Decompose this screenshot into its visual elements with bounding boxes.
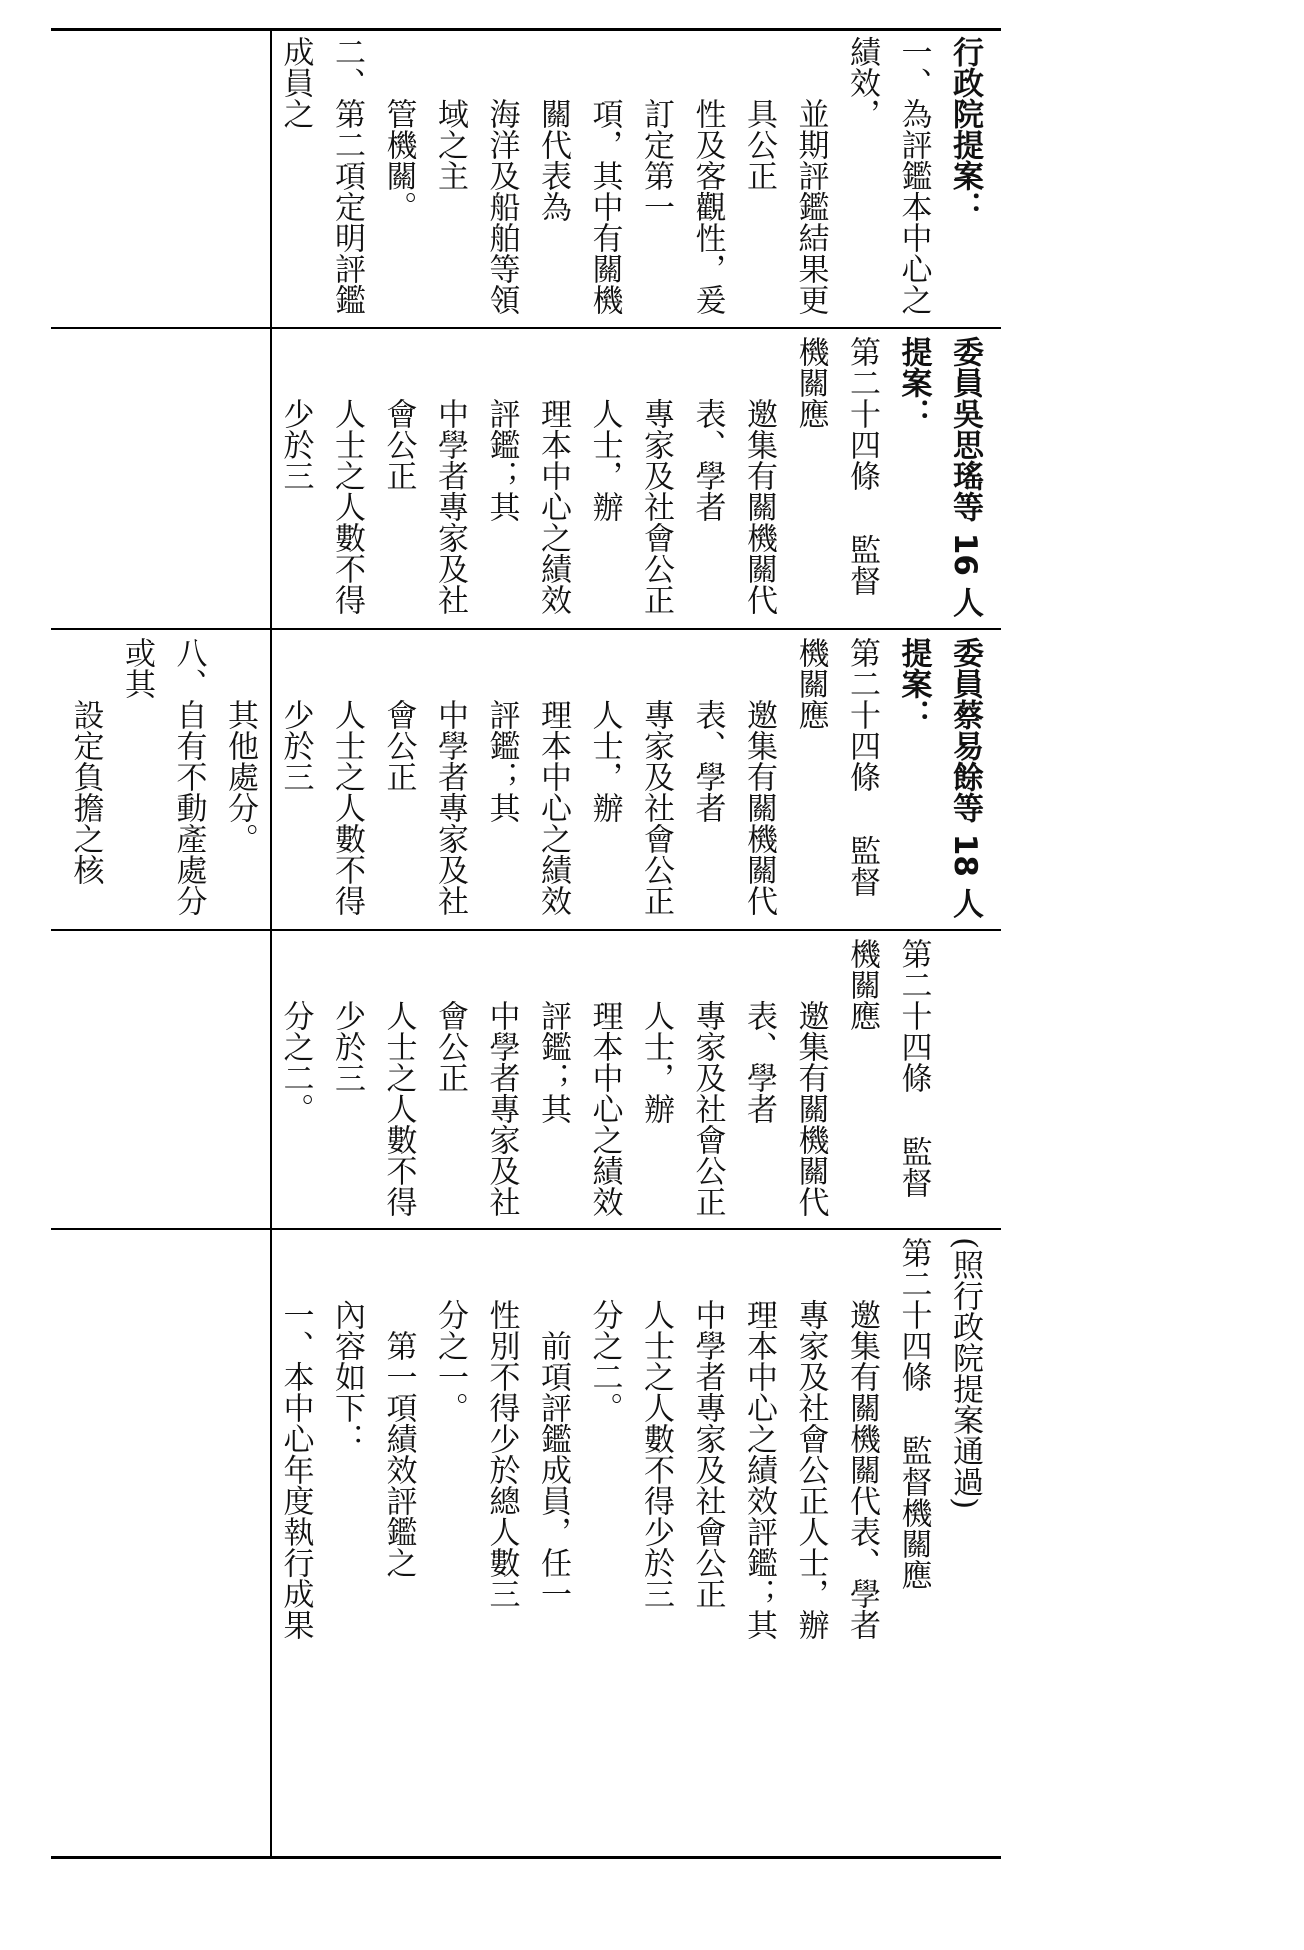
article-first: 監督機關應 [792,336,880,597]
row4-line-6: 分之二。 [277,1000,314,1124]
row3-line-1: 邀集有關機關代表、學者 [689,699,777,916]
row4-line-1: 邀集有關機關代表、學者 [741,1000,829,1217]
row5-line-4: 中學者專家及社會公正 [689,1299,726,1609]
row1-line-5: 海洋及船舶等領域之主 [432,98,520,315]
row3-line-4: 中學者專家及社會公正 [380,699,468,916]
article-first: 監督機關應 [792,637,880,898]
heading-wu-proposal: 委員吳思瑤等 16 人提案： [895,336,983,618]
row5-line-7: 前項評鑑成員，任一 [535,1330,571,1609]
article-label: 第二十四條 [895,938,932,1093]
row1-line-6: 管機關。 [380,98,417,222]
row3-left-cell [60,637,265,925]
row1-line-7: 二、第二項定明評鑑成員之 [277,36,365,315]
row5-article-line [887,1237,939,1852]
article-label: 第二十四條 [844,336,880,491]
row4-spacer [939,938,991,1224]
row1-line-2: 並期評鑑結果更具公正 [741,98,829,315]
row1-line-1: 一、為評鑑本中心之績效， [844,36,932,315]
row3-right-cell [275,637,990,925]
row3-left-line-1: 其他處分。 [222,699,258,854]
row5-line-9: 分之一。 [432,1299,468,1423]
row4-article-line [836,938,939,1224]
row4-line-2: 專家及社會公正人士，辦 [638,1000,726,1217]
row-divider-2 [51,628,1001,630]
row3-line-3: 理本中心之績效評鑑；其 [483,699,571,916]
row5-line-1: 邀集有關機關代表、學者 [844,1299,880,1640]
table-bottom-border [51,1856,1001,1859]
row2-line-2: 專家及社會公正人士，辦 [586,398,674,615]
adoption-note: (照行政院提案通過) [947,1237,983,1510]
row3-left-line-2: 八、自有不動產處分或其 [119,637,207,916]
row2-line-3: 理本中心之績效評鑑；其 [483,398,571,615]
article-first: 監督機關應 [844,938,932,1199]
row5-right-cell [275,1237,990,1852]
row4-right-cell [275,938,990,1224]
heading-tsai-proposal-2: 委員蔡易餘等 18 人提案： [895,637,983,919]
row5-line-10: 第一項績效評鑑之 [380,1330,417,1578]
row5-line-11: 內容如下： [329,1299,365,1454]
row2-line-5: 人士之人數不得少於三 [277,398,365,615]
article-label: 第二十四條 [844,637,880,792]
row2-line-1: 邀集有關機關代表、學者 [689,398,777,615]
row4-line-5: 人士之人數不得少於三 [329,1000,417,1217]
row5-line-5: 人士之人數不得少於三 [638,1299,674,1609]
row5-line-2: 專家及社會公正人士，辦 [792,1299,829,1640]
article-first: 監督機關應 [895,1435,932,1591]
row-divider-4 [51,1228,1001,1230]
row5-line-12: 一、本中心年度執行成果 [277,1299,314,1640]
table-top-border [51,28,1001,31]
heading-admin-proposal: 行政院提案： [947,36,983,222]
row3-article-line [784,637,887,925]
row1-right-cell [275,36,990,324]
row2-line-4: 中學者專家及社會公正 [380,398,468,615]
row3-line-2: 專家及社會公正人士，辦 [586,699,674,916]
row2-right-cell [275,336,990,624]
row5-line-3: 理本中心之績效評鑑；其 [741,1299,777,1640]
row5-line-8: 性別不得少於總人數三 [483,1299,520,1609]
row3-left-line-3: 設定負擔之核 [67,699,104,885]
row2-article-line [784,336,887,624]
row4-line-4: 中學者專家及社會公正 [432,1000,520,1217]
row3-line-5: 人士之人數不得少於三 [277,699,365,916]
article-label: 第二十四條 [895,1237,932,1392]
column-divider [270,30,272,1857]
row5-line-6: 分之二。 [586,1299,623,1423]
row1-line-4: 項，其中有關機關代表為 [535,98,623,315]
row-divider-3 [51,929,1001,931]
row1-line-3: 性及客觀性，爰訂定第一 [638,98,726,315]
row4-line-3: 理本中心之績效評鑑；其 [535,1000,623,1217]
row-divider-1 [51,327,1001,329]
